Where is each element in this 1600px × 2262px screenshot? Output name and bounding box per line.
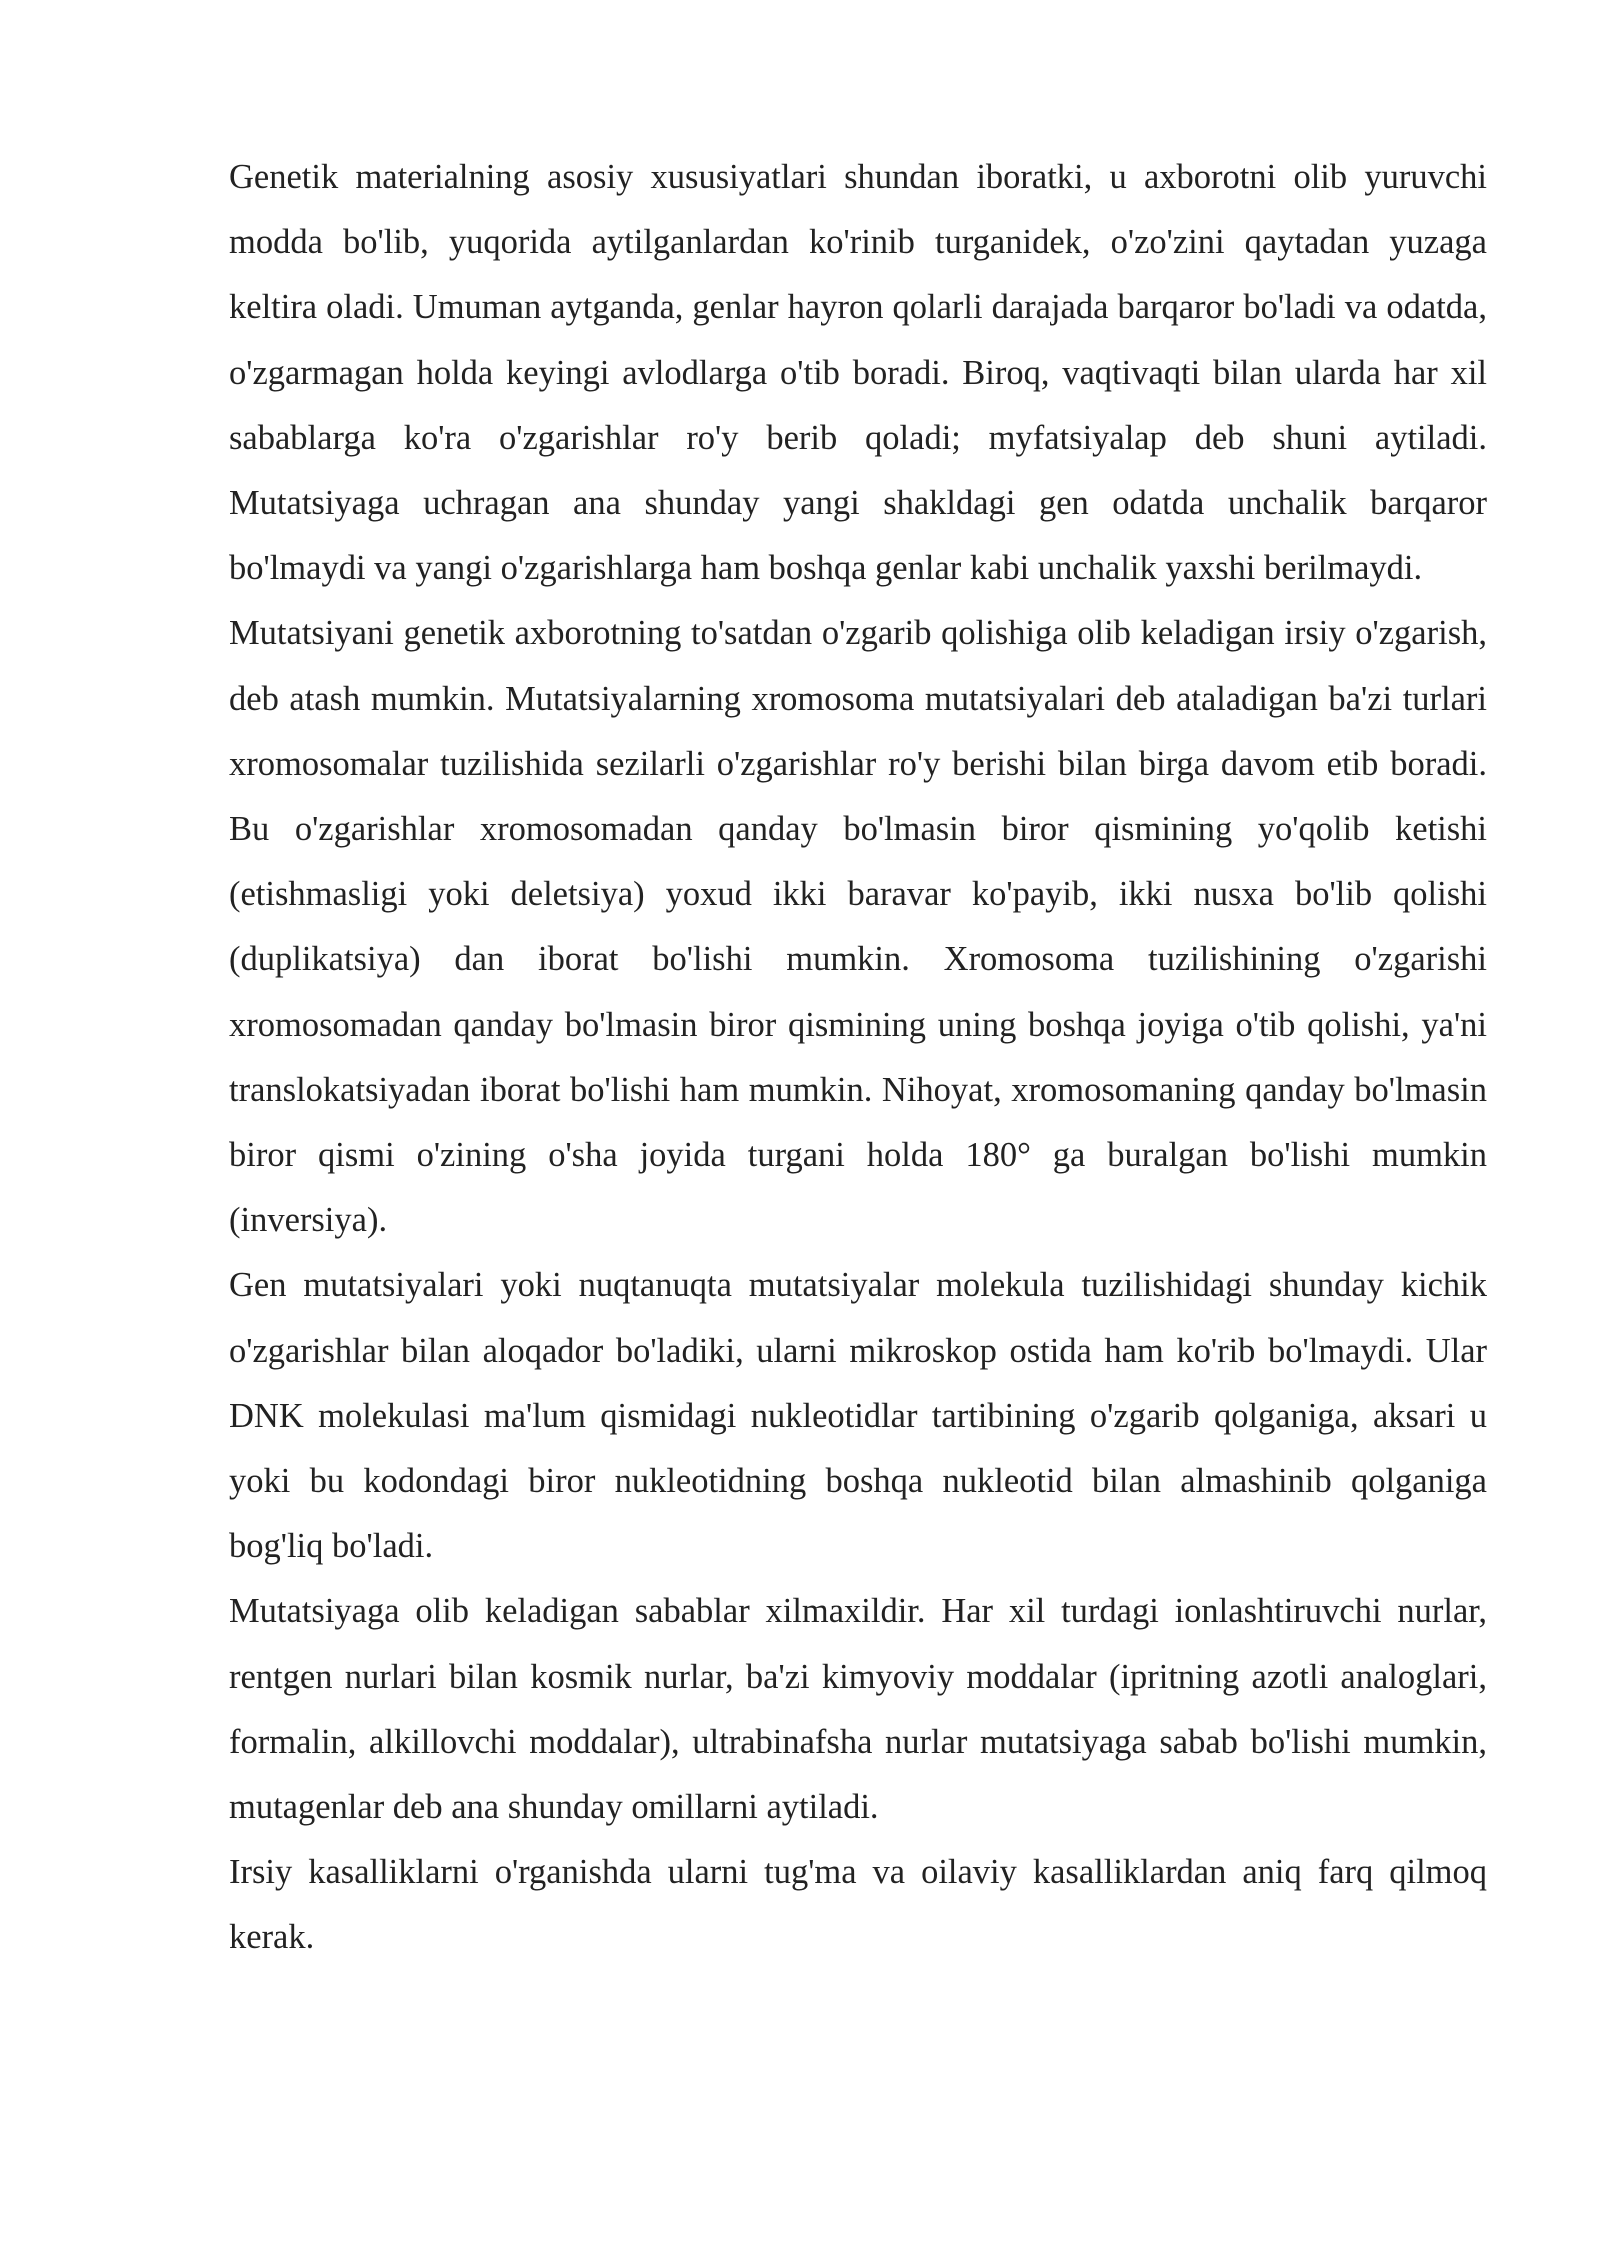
paragraph-gene-mutations: Gen mutatsiyalari yoki nuqtanuqta mutatsiyalar molekula tuzilishidagi shunday kichik o'zgarishlar bilan aloqador bo'ladiki, ularni mikroskop ostida ham ko'rib bo'lmaydi. Ular DNK molekulasi ma'lum qismidagi nukleotidlar tartibining o'zgarib qolganiga, aksari u yoki bu kodondagi biror nukleotidning boshqa nukleotid bilan almashinib qolganiga bog'liq bo'ladi. <box>229 1266 1487 1566</box>
document-body <box>229 145 1487 1971</box>
paragraph-mutation-causes: Mutatsiyaga olib keladigan sabablar xilmaxildir. Har xil turdagi ionlashtiruvchi nurlar, rentgen nurlari bilan kosmik nurlar, ba'zi kimyoviy moddalar (ipritning azotli analoglari, formalin, alkillovchi moddalar), ultrabinafsha nurlar mutatsiyaga sabab bo'lishi mumkin, mutagenlar deb ana shunday omillarni aytiladi. <box>229 1592 1487 1827</box>
paragraph-hereditary-diseases: Irsiy kasalliklarni o'rganishda ularni tug'ma va oilaviy kasalliklardan aniq farq qilmoq kerak. <box>229 1853 1487 1957</box>
paragraph-mutation-definition: Mutatsiyani genetik axborotning to'satdan o'zgarib qolishiga olib keladigan irsiy o'zgarish, deb atash mumkin. Mutatsiyalarning xromosoma mutatsiyalari deb ataladigan ba'zi turlari xromosomalar tuzilishida sezilarli o'zgarishlar ro'y berishi bilan birga davom etib boradi. Bu o'zgarishlar xromosomadan qanday bo'lmasin biror qismining yo'qolib ketishi (etishmasligi yoki deletsiya) yoxud ikki baravar ko'payib, ikki nusxa bo'lib qolishi (duplikatsiya) dan iborat bo'lishi mumkin. Xromosoma tuzilishining o'zgarishi xromosomadan qanday bo'lmasin biror qismining uning boshqa joyiga o'tib qolishi, ya'ni translokatsiyadan iborat bo'lishi ham mumkin. Nihoyat, xromosomaning qanday bo'lmasin biror qismi o'zining o'sha joyida turgani holda 180° ga buralgan bo'lishi mumkin (inversiya). <box>229 614 1487 1240</box>
paragraph-genetic-material: Genetik materialning asosiy xususiyatlari shundan iboratki, u axborotni olib yuruvchi modda bo'lib, yuqorida aytilganlardan ko'rinib turganidek, o'zo'zini qaytadan yuzaga keltira oladi. Umuman aytganda, genlar hayron qolarli darajada barqaror bo'ladi va odatda, o'zgarmagan holda keyingi avlodlarga o'tib boradi. Biroq, vaqtivaqti bilan ularda har xil sabablarga ko'ra o'zgarishlar ro'y berib qoladi; myfatsiyalap deb shuni aytiladi. Mutatsiyaga uchragan ana shunday yangi shakldagi gen odatda unchalik barqaror bo'lmaydi va yangi o'zgarishlarga ham boshqa genlar kabi unchalik yaxshi berilmaydi. <box>229 158 1487 588</box>
